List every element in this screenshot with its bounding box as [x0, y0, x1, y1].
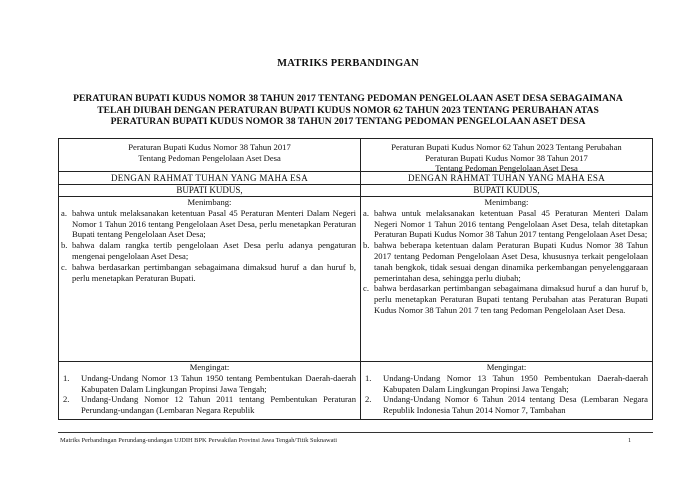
- item-text: bahwa untuk melaksanakan ketentuan Pasal 45 Peraturan Menteri Dalam Negeri Nomor 1 Tahun 2016 tentang Pengelolaan Aset Desa, perlu menetapkan Peraturan Bupati tentang Pengelolaan Aset Desa;: [72, 207, 356, 240]
- mengingat-section: [59, 361, 360, 419]
- item-text: bahwa untuk melaksanakan ketentuan Pasal 45 Peraturan Menteri Dalam Negeri Nomor 1 Tahun 2016 tentang Pengelolaan Aset Desa, telah ditetapkan Peraturan Bupati Kudus Nomor 38 Tahun 2017 tentang Pengelolaan Aset Desa;: [374, 207, 648, 240]
- item-marker: 1.: [63, 372, 70, 383]
- item-marker: b.: [61, 240, 68, 251]
- right-column: [361, 139, 652, 419]
- item-text: bahwa berdasarkan pertimbangan sebagaimana dimaksud huruf a dan huruf b, perlu menetapkan Peraturan Bupati.: [72, 261, 356, 283]
- bupati-row: BUPATI KUDUS,: [361, 184, 652, 197]
- subtitle-line: PERATURAN BUPATI KUDUS NOMOR 38 TAHUN 2017 TENTANG PEDOMAN PENGELOLAAN ASET DESA SEBAGAIMANA: [73, 93, 623, 104]
- item-marker: b.: [363, 240, 370, 251]
- item-text: Undang-Undang Nomor 6 Tahun 2014 tentang Desa (Lembaran Negara Republik Indonesia Tahun 2014 Nomor 7, Tambahan: [383, 394, 648, 416]
- list-item: [361, 394, 652, 416]
- list-item: [59, 394, 360, 416]
- list-item: [361, 240, 652, 283]
- item-marker: 2.: [365, 394, 372, 405]
- menimbang-label: Menimbang:: [484, 197, 529, 207]
- footer-divider: [58, 432, 653, 433]
- header-line: Tentang Pedoman Pengelolaan Aset Desa: [138, 152, 281, 163]
- left-column: [59, 139, 361, 419]
- item-text: Undang-Undang Nomor 13 Tahun 1950 Pembentukan Daerah-daerah Kabupaten Dalam Lingkungan Propinsi Jawa Tengah;: [383, 372, 648, 394]
- subtitle-line: TELAH DIUBAH DENGAN PERATURAN BUPATI KUDUS NOMOR 62 TAHUN 2023 TENTANG PERUBAHAN ATAS: [97, 104, 599, 116]
- item-text: bahwa berdasarkan pertimbangan sebagaimana dimaksud huruf a dan huruf b, perlu menetapkan Peraturan Bupati tentang Perubahan atas Peraturan Bupati Kudus Nomor 38 Tahun 201 7 ten tang Pedoman Pengelolaan Aset Desa.: [374, 283, 648, 315]
- document-subtitle: [30, 93, 666, 128]
- menimbang-section: [59, 196, 360, 362]
- right-column-header: [361, 139, 652, 172]
- mengingat-section: [361, 361, 652, 419]
- subtitle-line: PERATURAN BUPATI KUDUS NOMOR 38 TAHUN 2017 TENTANG PEDOMAN PENGELOLAAN ASET DESA: [110, 116, 586, 127]
- rahmat-row: DENGAN RAHMAT TUHAN YANG MAHA ESA: [361, 172, 652, 185]
- item-text: Undang-Undang Nomor 12 Tahun 2011 tentang Pembentukan Peraturan Perundang-undangan (Lembaran Negara Republik: [81, 394, 356, 416]
- list-item: [59, 262, 360, 284]
- header-line: Peraturan Bupati Kudus Nomor 38 Tahun 2017: [425, 152, 588, 163]
- item-marker: a.: [61, 207, 67, 218]
- item-text: bahwa beberapa ketentuan dalam Peraturan Bupati Kudus Nomor 38 Tahun 2017 tentang Pedoman Pengelolaan Aset Desa, khususnya terkait pengelolaan tanah bengkok, tidak sesuai dengan dinamika perkembangan penyelenggaraan pemerintahan desa, sehingga perlu diubah;: [374, 240, 648, 283]
- list-item: [59, 373, 360, 395]
- page-title: MATRIKS PERBANDINGAN: [277, 58, 419, 69]
- list-item: [361, 373, 652, 395]
- header-line: Tentang Pedoman Pengelolaan Aset Desa: [435, 163, 578, 174]
- header-line: Peraturan Bupati Kudus Nomor 38 Tahun 2017: [128, 142, 291, 152]
- page-number: 1: [628, 437, 632, 444]
- footer-text: Matriks Perbandingan Perundang-undangan UJDIH BPK Perwakilan Provinsi Jawa Tengah/Titik Suknawati: [60, 437, 337, 444]
- item-marker: c.: [61, 261, 67, 272]
- item-marker: a.: [363, 207, 369, 218]
- item-text: Undang-Undang Nomor 13 Tahun 1950 tentang Pembentukan Daerah-daerah Kabupaten Dalam Lingkungan Propinsi Jawa Tengah;: [81, 372, 356, 394]
- comparison-table: [58, 138, 653, 420]
- list-item: [361, 208, 652, 240]
- rahmat-row: DENGAN RAHMAT TUHAN YANG MAHA ESA: [59, 172, 360, 185]
- list-item: [59, 240, 360, 262]
- list-item: [361, 283, 652, 315]
- item-marker: 2.: [63, 394, 70, 405]
- item-text: bahwa dalam rangka tertib pengelolaan Aset Desa perlu adanya pengaturan mengenai pengelolaan Aset Desa;: [72, 240, 356, 261]
- item-marker: c.: [363, 283, 369, 294]
- list-item: [59, 208, 360, 240]
- left-column-header: [59, 139, 360, 172]
- item-marker: 1.: [365, 372, 372, 383]
- menimbang-label: Menimbang:: [187, 197, 232, 207]
- mengingat-label: Mengingat:: [189, 362, 230, 372]
- menimbang-section: [361, 196, 652, 362]
- mengingat-label: Mengingat:: [486, 362, 527, 372]
- bupati-row: BUPATI KUDUS,: [59, 184, 360, 197]
- header-line: Peraturan Bupati Kudus Nomor 62 Tahun 2023 Tentang Perubahan: [391, 142, 622, 152]
